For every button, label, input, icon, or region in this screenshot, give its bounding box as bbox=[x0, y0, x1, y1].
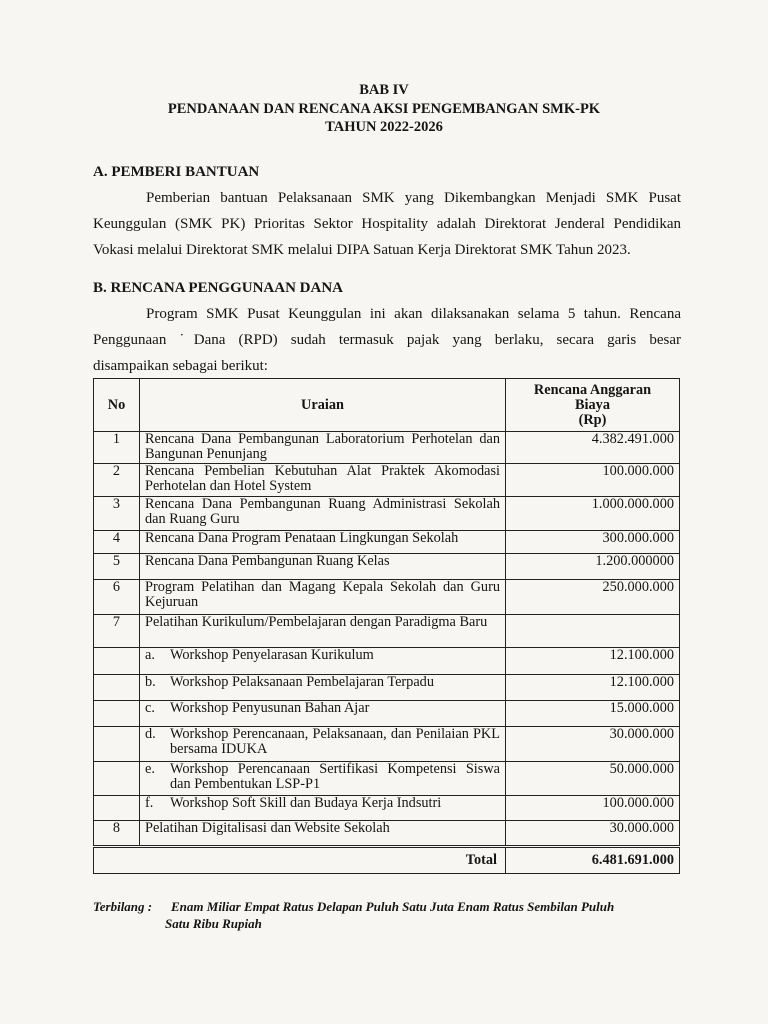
chapter-years: TAHUN 2022-2026 bbox=[325, 119, 443, 135]
row-amount: 1.000.000.000 bbox=[506, 497, 680, 531]
table-subrow bbox=[94, 701, 680, 727]
chapter-label: BAB IV bbox=[359, 82, 409, 98]
table-subrow bbox=[94, 648, 680, 675]
total-amount: 6.481.691.000 bbox=[506, 847, 680, 874]
row-no: 6 bbox=[94, 580, 140, 615]
subrow-text: Workshop Perencanaan Sertifikasi Kompetensi Siswa dan Pembentukan LSP-P1 bbox=[170, 761, 500, 792]
row-desc: Pelatihan Kurikulum/Pembelajaran dengan Paradigma Baru bbox=[140, 615, 506, 648]
row-no bbox=[94, 762, 140, 796]
subrow-label: e. bbox=[145, 761, 155, 777]
row-amount: 100.000.000 bbox=[506, 464, 680, 497]
table-row bbox=[94, 464, 680, 497]
section-a-line-1: Pemberian bantuan Pelaksanaan SMK yang Dikembangkan Menjadi SMK Pusat bbox=[146, 190, 681, 206]
header-no: No bbox=[94, 379, 140, 432]
table-row bbox=[94, 432, 680, 464]
chapter-title: PENDANAAN DAN RENCANA AKSI PENGEMBANGAN SMK-PK bbox=[167, 101, 601, 117]
row-amount: 30.000.000 bbox=[506, 727, 680, 762]
header-uraian: Uraian bbox=[140, 379, 506, 432]
header-biaya-line-3: (Rp) bbox=[578, 411, 607, 428]
row-no bbox=[94, 675, 140, 701]
terbilang-line-1: Enam Miliar Empat Ratus Delapan Puluh Satu Juta Enam Ratus Sembilan Puluh bbox=[171, 899, 615, 914]
row-desc: Rencana Pembelian Kebutuhan Alat Praktek Akomodasi Perhotelan dan Hotel System bbox=[140, 464, 506, 497]
terbilang-line-2: Satu Ribu Rupiah bbox=[165, 916, 262, 931]
row-no: 1 bbox=[94, 432, 140, 464]
row-amount: 1.200.000000 bbox=[506, 554, 680, 580]
subrow-label: a. bbox=[145, 647, 155, 663]
table-subrow bbox=[94, 796, 680, 821]
subrow-label: f. bbox=[145, 795, 154, 811]
row-no: 7 bbox=[94, 615, 140, 648]
section-a-paragraph bbox=[93, 185, 681, 263]
section-b-title: B. RENCANA PENGGUNAAN DANA bbox=[93, 280, 344, 296]
row-amount bbox=[506, 615, 680, 648]
header-biaya-line-2: Biaya bbox=[575, 396, 610, 413]
table-row bbox=[94, 580, 680, 615]
total-row bbox=[94, 847, 680, 874]
row-desc: Rencana Dana Program Penataan Lingkungan Sekolah bbox=[140, 531, 506, 554]
table-row bbox=[94, 497, 680, 531]
subrow-desc bbox=[140, 762, 506, 796]
table-row bbox=[94, 615, 680, 648]
subrow-desc bbox=[140, 727, 506, 762]
row-amount: 100.000.000 bbox=[506, 796, 680, 821]
row-desc: Rencana Dana Pembangunan Ruang Kelas bbox=[140, 554, 506, 580]
subrow-desc bbox=[140, 701, 506, 727]
section-b-line-2: Penggunaan ˙Dana (RPD) sudah termasuk pajak yang berlaku, secara garis besar bbox=[93, 332, 681, 348]
subrow-desc bbox=[140, 675, 506, 701]
row-no bbox=[94, 796, 140, 821]
row-amount: 300.000.000 bbox=[506, 531, 680, 554]
row-desc: Program Pelatihan dan Magang Kepala Sekolah dan Guru Kejuruan bbox=[140, 580, 506, 615]
table-row bbox=[94, 821, 680, 847]
row-amount: 4.382.491.000 bbox=[506, 432, 680, 464]
row-no bbox=[94, 701, 140, 727]
header-biaya bbox=[506, 379, 680, 432]
row-no: 4 bbox=[94, 531, 140, 554]
row-no: 3 bbox=[94, 497, 140, 531]
section-b-line-3: disampaikan sebagai berikut: bbox=[93, 358, 268, 374]
budget-table bbox=[93, 378, 680, 874]
terbilang-label: Terbilang : bbox=[93, 899, 153, 914]
row-no: 2 bbox=[94, 464, 140, 497]
table-row bbox=[94, 554, 680, 580]
row-amount: 30.000.000 bbox=[506, 821, 680, 847]
subrow-label: b. bbox=[145, 674, 156, 690]
row-amount: 12.100.000 bbox=[506, 675, 680, 701]
row-desc: Rencana Dana Pembangunan Ruang Administrasi Sekolah dan Ruang Guru bbox=[140, 497, 506, 531]
subrow-text: Workshop Perencanaan, Pelaksanaan, dan Penilaian PKL bersama IDUKA bbox=[170, 726, 500, 757]
row-no: 8 bbox=[94, 821, 140, 847]
table-subrow bbox=[94, 762, 680, 796]
row-amount: 12.100.000 bbox=[506, 648, 680, 675]
subrow-text: Workshop Penyelarasan Kurikulum bbox=[170, 647, 374, 663]
section-a-line-3: Vokasi melalui Direktorat SMK melalui DIPA Satuan Kerja Direktorat SMK Tahun 2023. bbox=[93, 242, 631, 258]
table-row bbox=[94, 531, 680, 554]
subrow-text: Workshop Penyusunan Bahan Ajar bbox=[170, 700, 370, 716]
row-amount: 15.000.000 bbox=[506, 701, 680, 727]
row-no: 5 bbox=[94, 554, 140, 580]
section-a-title: A. PEMBERI BANTUAN bbox=[93, 164, 260, 180]
section-a-line-2: Keunggulan (SMK PK) Prioritas Sektor Hospitality adalah Direktorat Jenderal Pendidikan bbox=[93, 216, 681, 232]
row-no bbox=[94, 648, 140, 675]
table-header-row bbox=[94, 379, 680, 432]
subrow-text: Workshop Soft Skill dan Budaya Kerja Indsutri bbox=[170, 795, 442, 811]
section-b-paragraph bbox=[93, 301, 681, 379]
row-no bbox=[94, 727, 140, 762]
subrow-label: c. bbox=[145, 700, 155, 716]
row-desc: Pelatihan Digitalisasi dan Website Sekolah bbox=[140, 821, 506, 847]
table-subrow bbox=[94, 727, 680, 762]
header-biaya-line-1: Rencana Anggaran bbox=[533, 381, 652, 398]
subrow-desc bbox=[140, 648, 506, 675]
row-amount: 50.000.000 bbox=[506, 762, 680, 796]
section-b-line-1: Program SMK Pusat Keunggulan ini akan dilaksanakan selama 5 tahun. Rencana bbox=[146, 306, 681, 322]
terbilang bbox=[93, 898, 693, 932]
subrow-desc bbox=[140, 796, 506, 821]
table-subrow bbox=[94, 675, 680, 701]
row-amount: 250.000.000 bbox=[506, 580, 680, 615]
total-label: Total bbox=[94, 847, 506, 874]
subrow-label: d. bbox=[145, 726, 156, 742]
row-desc: Rencana Dana Pembangunan Laboratorium Perhotelan dan Bangunan Penunjang bbox=[140, 432, 506, 464]
subrow-text: Workshop Pelaksanaan Pembelajaran Terpadu bbox=[170, 674, 434, 690]
